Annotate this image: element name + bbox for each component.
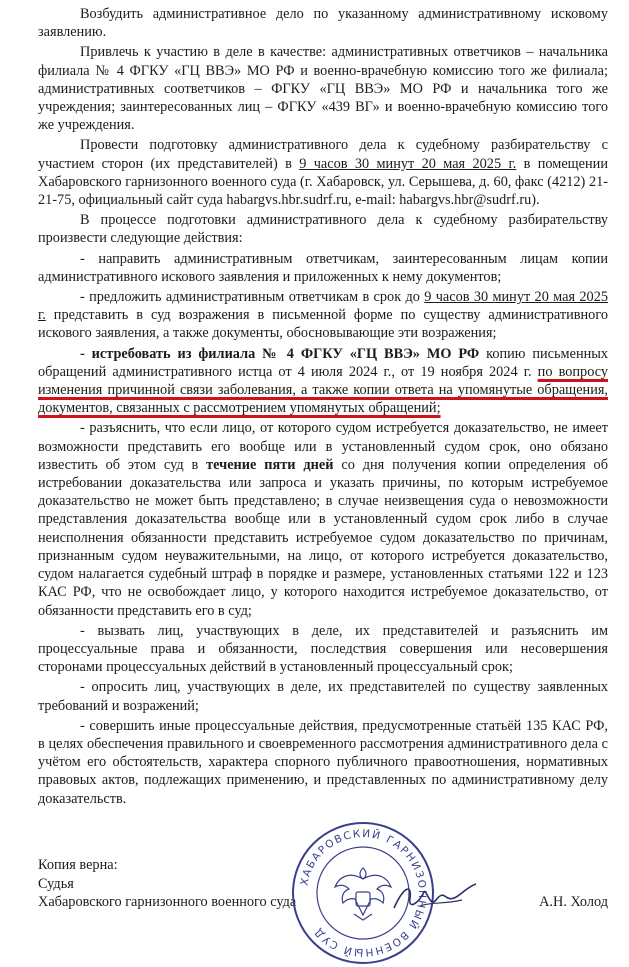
underlined-date: 9 часов 30 минут 20 мая 2025 г. [299,155,517,172]
text-run: представить в суд возражения в письменной форме по существу административного искового заявления, а также документы, обосновывающие эти возражения; [38,307,608,342]
bold-text: течение пяти дней [206,456,334,473]
text-run: - вызвать лиц, участвующих в деле, их представителей и разъяснить им процессуальные права и обязанности, последствия совершения или несовершения сторонами процессуальных действий в установленный процессуальный срок; [38,622,608,676]
judge-name: А.Н. Холод [539,894,608,910]
paragraph [38,288,608,343]
paragraph [38,136,608,209]
text-run: - опросить лиц, участвующих в деле, их представителей по существу заявленных требований и возражений; [38,679,608,714]
bold-text: - истребовать из филиала № 4 ФГКУ «ГЦ ВВЭ» МО РФ [80,345,480,362]
underlined-date: 9 часов 30 минут 20 мая 2025 г. [38,289,608,324]
text-run: В процессе подготовки административного дела к судебному разбирательству произвести следующие действия: [38,212,608,247]
copy-certified-label: Копия верна: [38,857,118,873]
eagle-emblem [335,868,391,920]
handwritten-signature [390,878,480,918]
paragraph [38,345,608,418]
text-run: - направить административным ответчикам, заинтересованным лицам копии административного искового заявления и приложенных к нему документов; [38,250,608,285]
paragraph [38,717,608,808]
text-run: Привлечь к участию в деле в качестве: административных ответчиков – начальника филиала № 4 ФГКУ «ГЦ ВВЭ» МО РФ и военно-врачебную комиссию того же филиала; административных соответчиков – ФГКУ «ГЦ ВВЭ» МО РФ и начальника того же учреждения; заинтересованных лиц – ФГКУ «439 ВГ» и военно-врачебную комиссию того же учреждения. [38,44,608,134]
paragraph [38,43,608,134]
text-run: со дня получения копии определения об истребовании доказательства или запроса и указать причины, по которым истребуемое доказательство не может быть представлено; в случае неизвещения суда о невозможности представления доказательства вообще или в установленный судом срок либо в случае неисполнения обязанности представить истребуемое судом доказательство по причинам, признанным судом неуважительными, на лицо, от которого истребуется доказательство, судом налагается судебный штраф в порядке и размере, установленных статьями 122 и 123 КАС РФ, что не освобождает лицо, у которого находится истребуемое доказательство, от обязанности представить его в суд; [38,456,608,619]
text-run: - совершить иные процессуальные действия, предусмотренные статьёй 135 КАС РФ, в целях обеспечения правильного и своевременного рассмотрения административного дела с учётом его обстоятельств, характера спорного публичного правоотношения, нормативных правовых актов, подлежащих применению, и представленных по административному делу доказательств. [38,717,608,807]
paragraph [38,678,608,714]
paragraph [38,250,608,286]
judge-label: Судья [38,875,74,892]
document-body [38,5,608,808]
paragraph [38,211,608,247]
paragraph [38,5,608,41]
paragraph [38,622,608,677]
text-run: в помещении Хабаровского гарнизонного военного суда (г. Хабаровск, ул. Серышева, д. 60, факс (4212) 21-21-75, официальный сайт суда habargvs.hbr.sudrf.ru, e-mail: habargvs.hbr@sudrf.ru). [38,155,608,209]
text-run: - разъяснить, что если лицо, от которого судом истребуется доказательство, не имеет возможности представить его вообще или в установленный судом срок, оно обязано известить об этом суд в [38,420,608,473]
text-run: Провести подготовку административного дела к судебному разбирательству с участием сторон (их представителей) в [38,137,608,172]
seal-ring-text: ХАБАРОВСКИЙ ГАРНИЗОННЫЙ ВОЕННЫЙ СУД [298,827,429,959]
court-name: Хабаровского гарнизонного военного суда [38,894,297,910]
text-run: копию письменных обращений административного истца от 4 июля 2024 г., от 19 ноября 2024 г. [38,345,608,380]
text-run: Возбудить административное дело по указанному административному исковому заявлению. [38,6,608,41]
paragraph [38,419,608,619]
text-run: - предложить административным ответчикам в срок до [80,289,425,306]
highlighted-text: по вопросу изменения причинной связи заболевания, а также копии ответа на упомянутые обращения, документов, связанных с рассмотрением упомянутых обращений; [38,363,608,417]
